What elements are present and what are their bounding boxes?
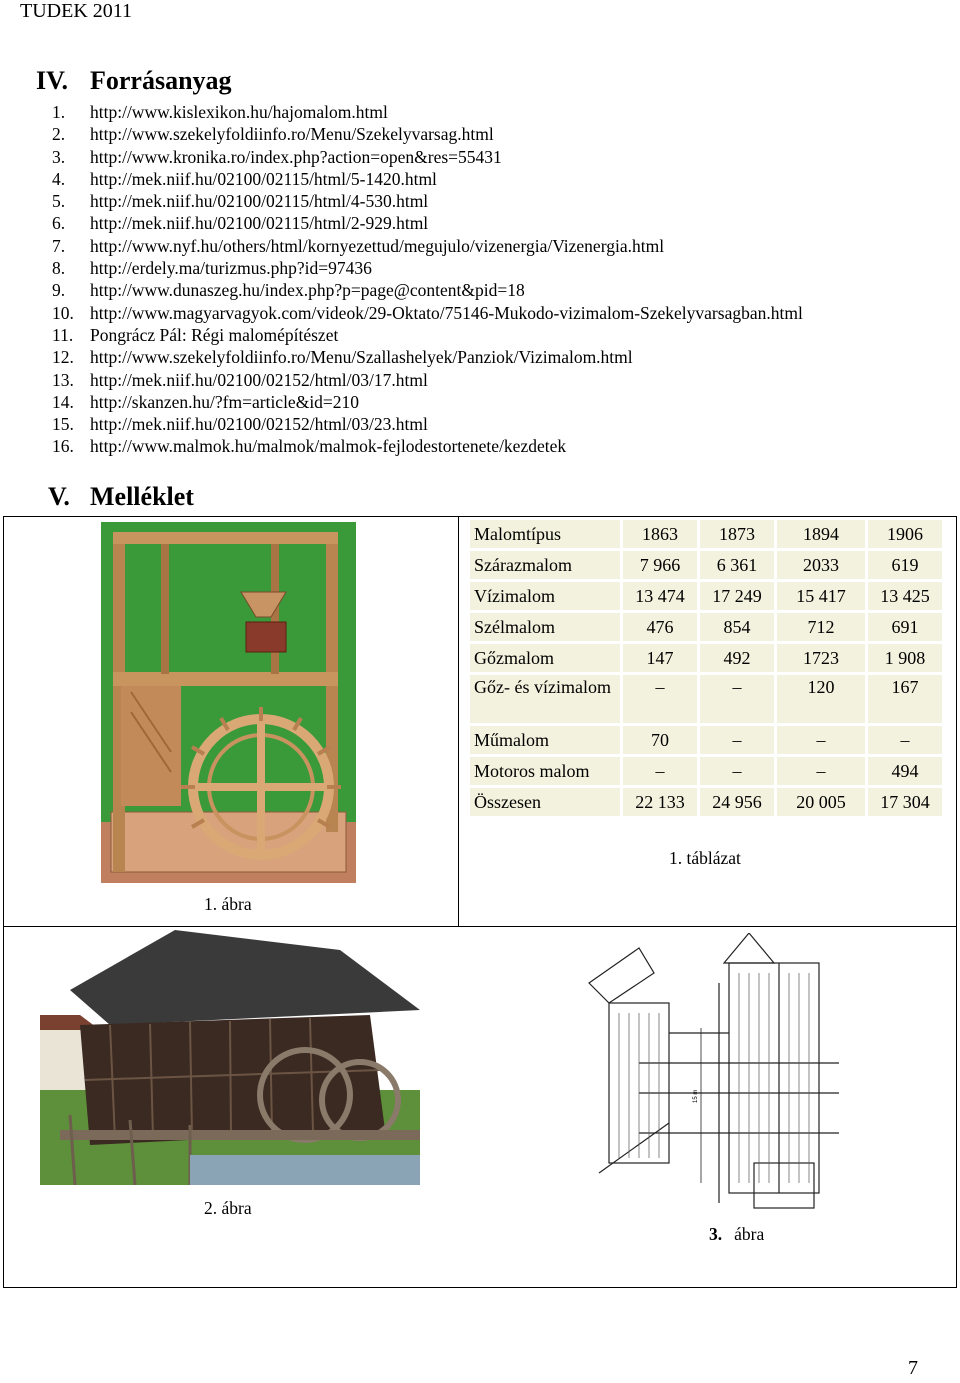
value-cell: 20 005: [777, 788, 865, 816]
value-cell: 492: [700, 644, 774, 672]
divider: [4, 926, 956, 927]
value-cell: –: [623, 757, 697, 785]
section-number: IV.: [36, 66, 69, 95]
table-row: [470, 613, 942, 641]
water-mill-photo: [40, 930, 420, 1185]
list-item: 10. http://www.magyarvagyok.com/videok/29-Oktato/75146-Mukodo-vizimalom-Szekelyvarsagban.html: [52, 302, 803, 323]
page-header: TUDEK 2011: [20, 0, 133, 22]
table-row: [470, 757, 942, 785]
value-cell: –: [700, 726, 774, 754]
section-title: Melléklet: [90, 482, 194, 511]
value-cell: 6 361: [700, 551, 774, 579]
table-row: [470, 644, 942, 672]
figure-caption: 1. ábra: [204, 894, 252, 914]
value-cell: 1 908: [868, 644, 942, 672]
list-item: 11. Pongrácz Pál: Régi malomépítészet: [52, 324, 339, 345]
row-label-cell: Motoros malom: [470, 757, 620, 785]
table-row: [470, 551, 942, 579]
source-link[interactable]: http://www.dunaszeg.hu/index.php?p=page@content&pid=18: [90, 280, 525, 301]
value-cell: 22 133: [623, 788, 697, 816]
value-cell: 691: [868, 613, 942, 641]
value-cell: 120: [777, 675, 865, 723]
table-caption: 1. táblázat: [669, 848, 741, 868]
list-item: 2. http://www.szekelyfoldiinfo.ro/Menu/Szekelyvarsag.html: [52, 124, 494, 145]
value-cell: 24 956: [700, 788, 774, 816]
source-link[interactable]: http://www.kislexikon.hu/hajomalom.html: [90, 102, 388, 122]
section-heading-appendix: [48, 482, 194, 512]
source-link[interactable]: http://www.kronika.ro/index.php?action=open&res=55431: [90, 146, 502, 167]
source-link[interactable]: http://www.nyf.hu/others/html/kornyezettud/megujulo/vizenergia/Vizenergia.html: [90, 235, 665, 256]
value-cell: 494: [868, 757, 942, 785]
row-label-cell: Gőz- és vízimalom: [470, 675, 620, 723]
mill-model-photo: [101, 522, 356, 883]
source-link[interactable]: http://mek.niif.hu/02100/02115/html/4-530.html: [90, 191, 429, 212]
value-cell: –: [868, 726, 942, 754]
source-link[interactable]: http://www.szekelyfoldiinfo.ro/Menu/Szallashelyek/Panziok/Vizimalom.html: [90, 347, 633, 368]
value-cell: –: [777, 757, 865, 785]
dimension-label: 15 m: [693, 1089, 699, 1103]
value-cell: 147: [623, 644, 697, 672]
divider: [458, 517, 459, 926]
source-link[interactable]: http://www.magyarvagyok.com/videok/29-Oktato/75146-Mukodo-vizimalom-Szekelyvarsagban.html: [90, 302, 803, 323]
value-cell: 1906: [868, 520, 942, 548]
table-row: [470, 520, 942, 548]
page-number: 7: [908, 1357, 918, 1379]
source-link[interactable]: http://mek.niif.hu/02100/02115/html/5-1420.html: [90, 168, 437, 189]
value-cell: 17 304: [868, 788, 942, 816]
list-item: 12. http://www.szekelyfoldiinfo.ro/Menu/Szallashelyek/Panziok/Vizimalom.html: [52, 347, 633, 368]
value-cell: 1863: [623, 520, 697, 548]
value-cell: –: [623, 675, 697, 723]
row-label-cell: Szélmalom: [470, 613, 620, 641]
source-link[interactable]: http://mek.niif.hu/02100/02152/html/03/23.html: [90, 414, 428, 435]
value-cell: 476: [623, 613, 697, 641]
source-link[interactable]: http://skanzen.hu/?fm=article&id=210: [90, 391, 360, 412]
row-label-cell: Összesen: [470, 788, 620, 816]
row-label-cell: Műmalom: [470, 726, 620, 754]
value-cell: 712: [777, 613, 865, 641]
value-cell: 15 417: [777, 582, 865, 610]
row-label-cell: Vízimalom: [470, 582, 620, 610]
table-row: [470, 726, 942, 754]
source-link[interactable]: http://erdely.ma/turizmus.php?id=97436: [90, 258, 372, 279]
value-cell: –: [700, 757, 774, 785]
value-cell: 1723: [777, 644, 865, 672]
sources-list: [52, 101, 803, 458]
list-item: 5. http://mek.niif.hu/02100/02115/html/4-530.html: [52, 191, 429, 212]
table-row: [470, 788, 942, 816]
section-title: Forrásanyag: [90, 66, 232, 95]
value-cell: 619: [868, 551, 942, 579]
source-link[interactable]: http://mek.niif.hu/02100/02115/html/2-929.html: [90, 213, 429, 234]
value-cell: 17 249: [700, 582, 774, 610]
table-row: [470, 675, 942, 723]
value-cell: 1873: [700, 520, 774, 548]
row-label-cell: Gőzmalom: [470, 644, 620, 672]
source-link[interactable]: http://www.szekelyfoldiinfo.ro/Menu/Szekelyvarsag.html: [90, 124, 494, 145]
table-row: [470, 582, 942, 610]
source-link[interactable]: http://www.malmok.hu/malmok/malmok-fejlodestortenete/kezdetek: [90, 436, 567, 457]
list-item: 6. http://mek.niif.hu/02100/02115/html/2-929.html: [52, 213, 429, 234]
value-cell: 1894: [777, 520, 865, 548]
value-cell: 854: [700, 613, 774, 641]
list-item: 1. http://www.kislexikon.hu/hajomalom.html: [52, 102, 388, 122]
source-link[interactable]: http://mek.niif.hu/02100/02152/html/03/17.html: [90, 369, 428, 390]
section-heading-sources: [36, 66, 232, 96]
source-text: Pongrácz Pál: Régi malomépítészet: [90, 324, 339, 345]
value-cell: 2033: [777, 551, 865, 579]
value-cell: –: [777, 726, 865, 754]
value-cell: 70: [623, 726, 697, 754]
appendix-frame: [3, 516, 957, 1288]
list-item: 14. http://skanzen.hu/?fm=article&id=210: [52, 391, 360, 412]
value-cell: 167: [868, 675, 942, 723]
list-item: 15. http://mek.niif.hu/02100/02152/html/03/23.html: [52, 414, 428, 435]
section-number: V.: [48, 482, 70, 511]
list-item: 8. http://erdely.ma/turizmus.php?id=97436: [52, 258, 372, 279]
mill-section-drawing: [579, 933, 851, 1211]
value-cell: 13 474: [623, 582, 697, 610]
list-item: 16. http://www.malmok.hu/malmok/malmok-fejlodestortenete/kezdetek: [52, 436, 567, 457]
list-item: 9. http://www.dunaszeg.hu/index.php?p=page@content&pid=18: [52, 280, 525, 301]
value-cell: –: [700, 675, 774, 723]
figure-caption: 3. ábra: [709, 1224, 765, 1244]
row-label-cell: Szárazmalom: [470, 551, 620, 579]
mill-statistics-table: [467, 517, 945, 819]
value-cell: 13 425: [868, 582, 942, 610]
row-label-cell: Malomtípus: [470, 520, 620, 548]
list-item: 13. http://mek.niif.hu/02100/02152/html/03/17.html: [52, 369, 428, 390]
figure-caption: 2. ábra: [204, 1198, 252, 1218]
list-item: 4. http://mek.niif.hu/02100/02115/html/5-1420.html: [52, 168, 437, 189]
list-item: 3. http://www.kronika.ro/index.php?action=open&res=55431: [52, 146, 502, 167]
list-item: 7. http://www.nyf.hu/others/html/kornyezettud/megujulo/vizenergia/Vizenergia.html: [52, 235, 665, 256]
value-cell: 7 966: [623, 551, 697, 579]
